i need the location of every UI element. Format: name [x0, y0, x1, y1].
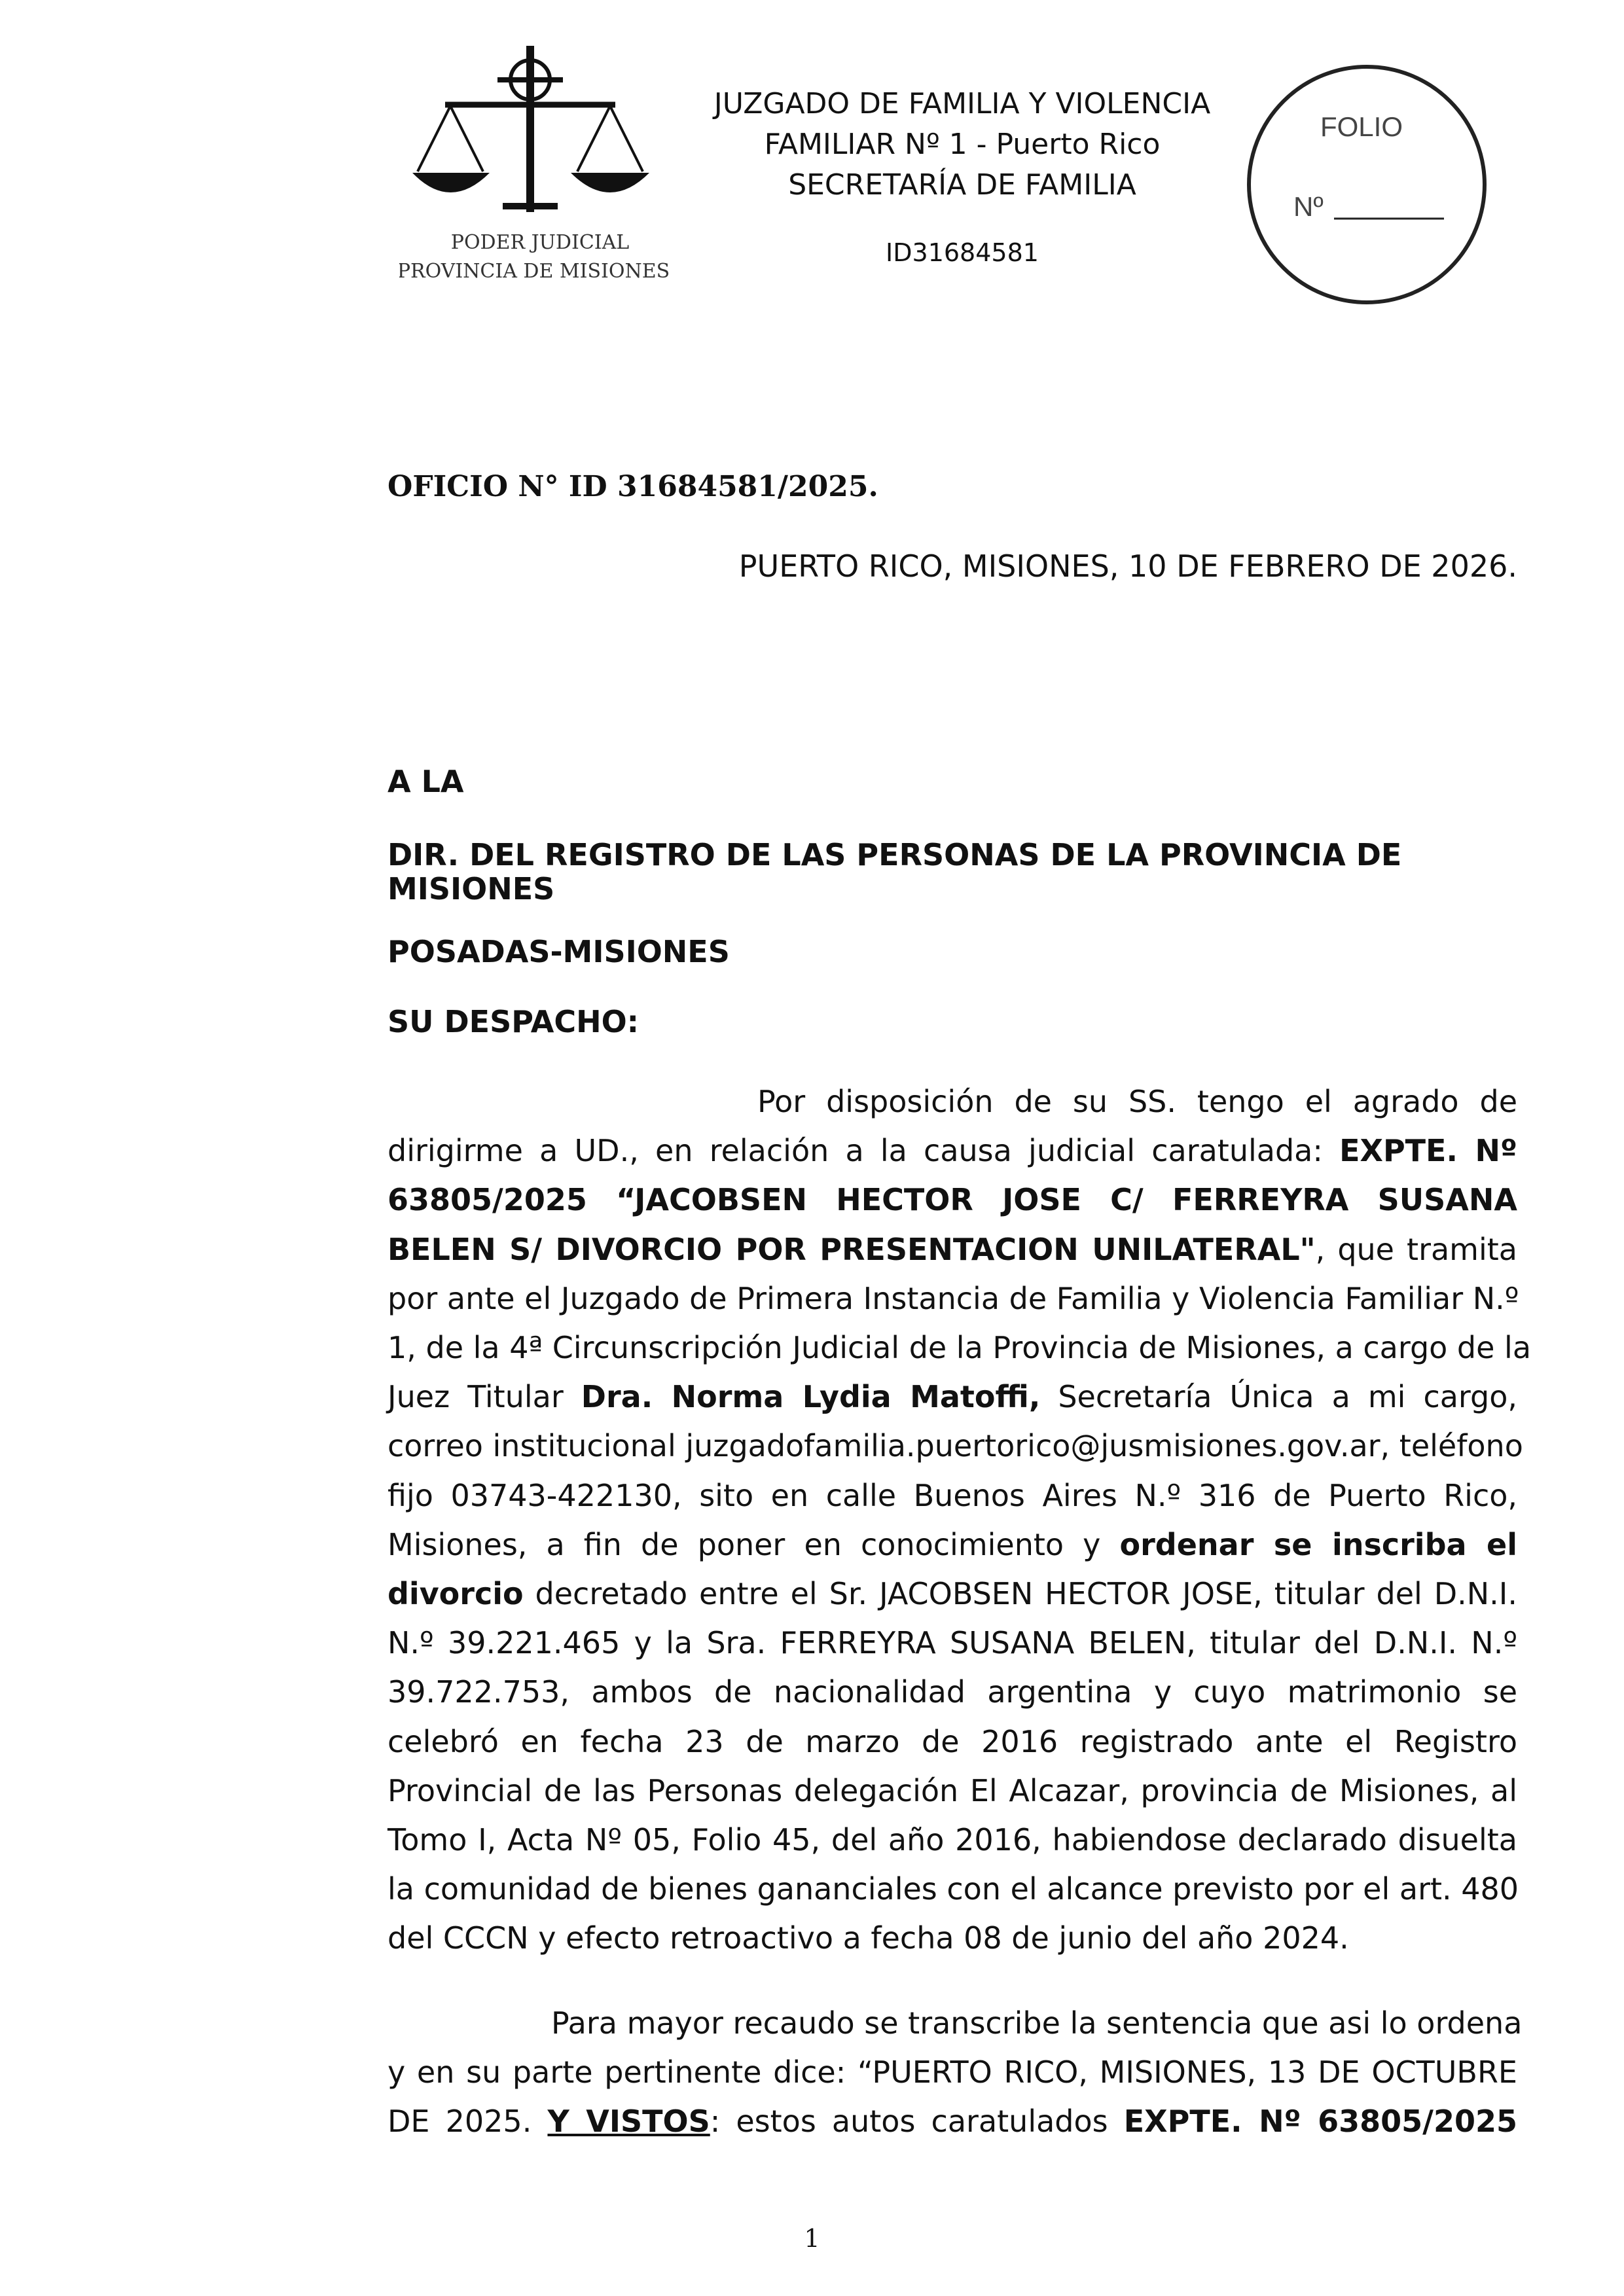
folio-stamp — [1242, 63, 1491, 306]
paragraph-line: dirigirme a UD., en relación a la causa judicial caratulada: EXPTE. Nº — [388, 1133, 1517, 1169]
paragraph-line: y en su parte pertinente dice: “PUERTO RICO, MISIONES, 13 DE OCTUBRE — [388, 2054, 1517, 2090]
paragraph-line: celebró en fecha 23 de marzo de 2016 registrado ante el Registro — [388, 1723, 1517, 1759]
paragraph-line: Juez Titular Dra. Norma Lydia Matoffi, Secretaría Única a mi cargo, — [388, 1379, 1517, 1415]
paragraph-line: 39.722.753, ambos de nacionalidad argentina y cuyo matrimonio se — [388, 1674, 1517, 1710]
oficio-number: OFICIO N° ID 31684581/2025. — [388, 470, 878, 503]
logo-caption-line1: PODER JUDICIAL — [450, 231, 630, 254]
paragraph-line: Tomo I, Acta Nº 05, Folio 45, del año 2016, habiendose declarado disuelta — [388, 1822, 1517, 1858]
logo-caption-line2: PROVINCIA DE MISIONES — [399, 260, 670, 283]
paragraph-line: Provincial de las Personas delegación El Alcazar, provincia de Misiones, al — [388, 1772, 1517, 1808]
body-paragraph-2 — [388, 1999, 1523, 2147]
addressee-directorate-line2: MISIONES — [388, 871, 555, 906]
paragraph-line: del CCCN y efecto retroactivo a fecha 08 de junio del año 2024. — [388, 1920, 1349, 1956]
paragraph-line: por ante el Juzgado de Primera Instancia de Familia y Violencia Familiar N.º — [388, 1280, 1519, 1316]
court-name-line2: FAMILIAR Nº 1 - Puerto Rico — [764, 128, 1161, 161]
expediente-ref: EXPTE. Nº — [1339, 1133, 1517, 1169]
paragraph-line: Misiones, a fin de poner en conocimiento y ordenar se inscriba el — [388, 1526, 1517, 1562]
addressee-city: POSADAS-MISIONES — [388, 934, 730, 969]
paragraph-line: Por disposición de su SS. tengo el agrado de — [757, 1084, 1517, 1119]
paragraph-line: divorcio decretado entre el Sr. JACOBSEN HECTOR JOSE, titular del D.N.I. — [388, 1576, 1517, 1612]
paragraph-line: DE 2025. Y VISTOS: estos autos caratulados EXPTE. Nº 63805/2025 — [388, 2104, 1517, 2140]
paragraph-line: fijo 03743-422130, sito en calle Buenos Aires N.º 316 de Puerto Rico, — [388, 1477, 1517, 1513]
order-text: ordenar se inscriba el — [1119, 1526, 1517, 1562]
addressee-directorate-line1: DIR. DEL REGISTRO DE LAS PERSONAS DE LA PROVINCIA DE — [388, 837, 1402, 872]
judge-name: Dra. Norma Lydia Matoffi, — [581, 1379, 1041, 1415]
court-header — [655, 84, 1270, 206]
poder-judicial-logo — [399, 41, 674, 296]
paragraph-line: N.º 39.221.465 y la Sra. FERREYRA SUSANA BELEN, titular del D.N.I. N.º — [388, 1625, 1517, 1661]
paragraph-line: 1, de la 4ª Circunscripción Judicial de la Provincia de Misiones, a cargo de la — [388, 1330, 1532, 1366]
order-text-cont: divorcio — [388, 1576, 524, 1612]
paragraph-line: correo institucional juzgadofamilia.puertorico@jusmisiones.gov.ar, teléfono — [388, 1428, 1523, 1464]
case-title: BELEN S/ DIVORCIO POR PRESENTACION UNILATERAL" — [388, 1231, 1316, 1267]
page-number: 1 — [804, 2224, 820, 2253]
addressee-a-la: A LA — [388, 764, 464, 799]
folio-number-label: Nº — [1293, 191, 1324, 222]
paragraph-line: la comunidad de bienes gananciales con el alcance previsto por el art. 480 — [388, 1871, 1519, 1907]
court-secretariat: SECRETARÍA DE FAMILIA — [788, 168, 1136, 202]
date-line: PUERTO RICO, MISIONES, 10 DE FEBRERO DE 2026. — [738, 548, 1517, 584]
body-paragraph-1 — [388, 1077, 1532, 1964]
paragraph-line: 63805/2025 “JACOBSEN HECTOR JOSE C/ FERREYRA SUSANA — [388, 1182, 1517, 1218]
paragraph-line: BELEN S/ DIVORCIO POR PRESENTACION UNILATERAL", que tramita — [388, 1231, 1517, 1267]
addressee-directorate — [388, 838, 1517, 906]
document-id: ID31684581 — [886, 238, 1039, 267]
addressee-despacho: SU DESPACHO: — [388, 1004, 640, 1039]
folio-label: FOLIO — [1320, 111, 1403, 142]
scales-of-justice-icon — [399, 41, 674, 296]
paragraph-line: Para mayor recaudo se transcribe la sentencia que asi lo ordena — [551, 2005, 1523, 2041]
y-vistos: Y VISTOS — [547, 2104, 710, 2140]
expediente-ref-2: EXPTE. Nº 63805/2025 — [1123, 2104, 1517, 2140]
court-name-line1: JUZGADO DE FAMILIA Y VIOLENCIA — [713, 87, 1211, 120]
